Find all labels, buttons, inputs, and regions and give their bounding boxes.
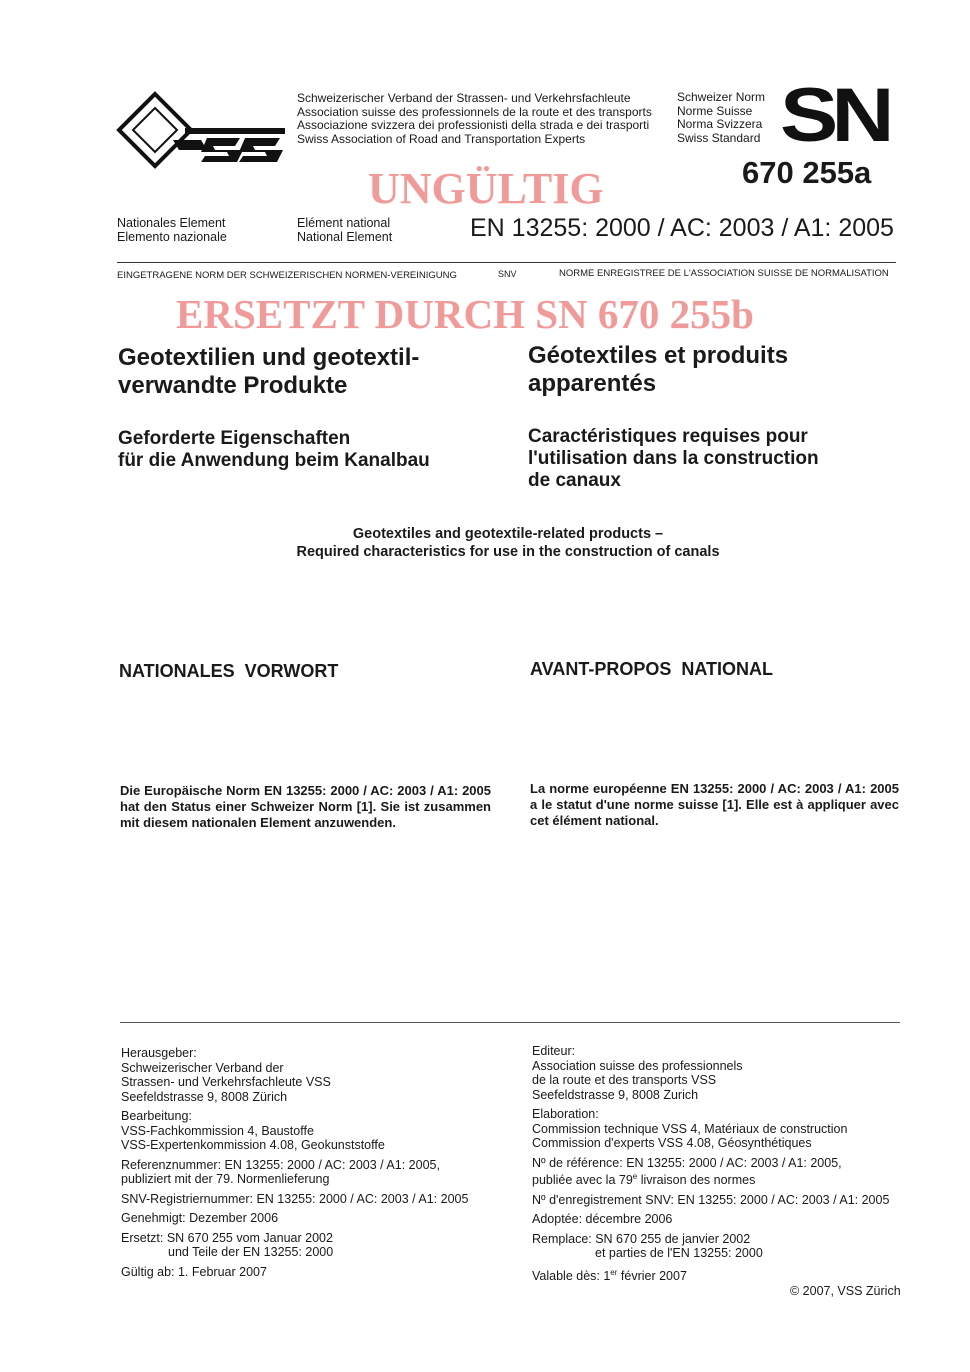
publisher-de-address: Seefeldstrasse 9, 8008 Zürich xyxy=(121,1089,288,1104)
publisher-fr-name-2: de la route et des transports VSS xyxy=(532,1073,717,1087)
subtitle-fr-line-3: de canaux xyxy=(528,470,621,491)
title-de xyxy=(118,344,498,400)
org-line-en: Swiss Association of Road and Transportation Experts xyxy=(297,131,586,146)
reference-fr-published-text: publiée avec la 79 xyxy=(532,1173,633,1188)
organisation-names xyxy=(297,92,652,146)
replaces-fr-parts: et parties de l'EN 13255: 2000 xyxy=(595,1246,763,1261)
foreword-text-de: Die Europäische Norm EN 13255: 2000 / AC: 2003 / A1: 2005 hat den Status einer Schweizer Norm [1]. Sie ist zusammen mit diesem nationalen Element anzuwenden. xyxy=(120,783,491,830)
org-line-fr: Association suisse des professionnels de la route et des transports xyxy=(297,104,652,119)
publisher-de-name-1: Schweizerischer Verband der xyxy=(121,1060,284,1075)
subtitle-de xyxy=(118,428,498,472)
subtitle-fr-line-1: Caractéristiques requises pour xyxy=(528,426,808,447)
valid-from-fr-text: Valable dès: 1 xyxy=(532,1268,611,1283)
publisher-de-name-2: Strassen- und Verkehrsfachleute VSS xyxy=(121,1075,331,1089)
registered-right: NORME ENREGISTREE DE L'ASSOCIATION SUISSE DE NORMALISATION xyxy=(559,268,889,279)
sn-logo: SN xyxy=(780,73,888,158)
editing-fr-commission: Commission technique VSS 4, Matériaux de construction xyxy=(532,1121,848,1136)
norm-label-de: Schweizer Norm xyxy=(677,90,766,104)
org-line-it: Associazione svizzera dei professionisti della strada e dei trasporti xyxy=(297,118,650,132)
registered-mid: SNV xyxy=(498,269,517,279)
valid-from-de: Gültig ab: 1. Februar 2007 xyxy=(121,1264,267,1279)
vss-logo xyxy=(115,90,290,170)
reference-de: Referenznummer: EN 13255: 2000 / AC: 2003 / A1: 2005, xyxy=(121,1157,440,1172)
valid-from-fr-date: février 2007 xyxy=(617,1268,687,1283)
publisher-block-fr xyxy=(532,1044,932,1283)
valid-from-fr xyxy=(532,1266,932,1284)
copyright: © 2007, VSS Zürich xyxy=(790,1284,901,1298)
reference-fr-published-rest: livraison des normes xyxy=(637,1173,756,1188)
norm-label-en: Swiss Standard xyxy=(677,130,761,145)
norm-label-fr: Norme Suisse xyxy=(677,103,753,118)
approved-de: Genehmigt: Dezember 2006 xyxy=(121,1211,279,1225)
header-rule xyxy=(117,262,896,263)
publisher-fr-address: Seefeldstrasse 9, 8008 Zurich xyxy=(532,1087,699,1102)
title-fr-line-2: apparentés xyxy=(528,370,657,397)
subtitle-de-line-1: Geforderte Eigenschaften xyxy=(118,428,351,449)
editing-de-commission: VSS-Fachkommission 4, Baustoffe xyxy=(121,1123,314,1138)
title-de-line-2: verwandte Produkte xyxy=(118,372,348,399)
national-element-left xyxy=(117,217,227,244)
org-line-de: Schweizerischer Verband der Strassen- und Verkehrsfachleute xyxy=(297,91,631,105)
national-element-en: National Element xyxy=(297,229,393,244)
national-element-de: Nationales Element xyxy=(117,216,226,230)
editing-fr-label: Elaboration: xyxy=(532,1107,599,1121)
national-element-right xyxy=(297,217,392,244)
editing-de-label: Bearbeitung: xyxy=(121,1109,192,1123)
publisher-fr-label: Editeur: xyxy=(532,1044,576,1058)
norm-type-labels xyxy=(677,91,765,145)
subtitle-fr-line-2: l'utilisation dans la construction xyxy=(528,448,819,469)
footer-rule xyxy=(120,1022,900,1023)
foreword-heading-fr: AVANT-PROPOS NATIONAL xyxy=(530,659,773,679)
title-fr-line-1: Géotextiles et produits xyxy=(528,342,789,369)
national-element-it: Elemento nazionale xyxy=(117,229,227,244)
replaces-de: Ersetzt: SN 670 255 vom Januar 2002 xyxy=(121,1230,333,1245)
foreword-heading-de: NATIONALES VORWORT xyxy=(119,661,339,681)
reference-de-published: publiziert mit der 79. Normenlieferung xyxy=(121,1172,330,1186)
en-reference: EN 13255: 2000 / AC: 2003 / A1: 2005 xyxy=(470,214,894,242)
subtitle-de-line-2: für die Anwendung beim Kanalbau xyxy=(118,450,430,471)
national-element-fr: Elément national xyxy=(297,216,391,230)
registration-de: SNV-Registriernummer: EN 13255: 2000 / AC: 2003 / A1: 2005 xyxy=(121,1191,469,1206)
title-fr xyxy=(528,342,908,398)
publisher-block-de xyxy=(121,1046,521,1279)
ordinal-suffix-er: er xyxy=(610,1267,618,1277)
reference-fr: Nº de référence: EN 13255: 2000 / AC: 2003 / A1: 2005, xyxy=(532,1155,842,1170)
replaces-fr: Remplace: SN 670 255 de janvier 2002 xyxy=(532,1231,751,1246)
norm-label-it: Norma Svizzera xyxy=(677,117,763,131)
title-en xyxy=(0,525,970,561)
invalid-stamp: UNGÜLTIG xyxy=(368,164,604,213)
publisher-de-label: Herausgeber: xyxy=(121,1046,197,1060)
subtitle-fr xyxy=(528,426,908,492)
publisher-fr-name-1: Association suisse des professionnels xyxy=(532,1058,743,1073)
registration-fr: Nº d'enregistrement SNV: EN 13255: 2000 / AC: 2003 / A1: 2005 xyxy=(532,1192,890,1207)
reference-fr-published xyxy=(532,1170,932,1188)
norm-number: 670 255a xyxy=(742,155,872,190)
ordinal-suffix: e xyxy=(632,1172,638,1181)
approved-fr: Adoptée: décembre 2006 xyxy=(532,1212,673,1227)
title-en-line-1: Geotextiles and geotextile-related products – xyxy=(352,526,664,542)
title-en-line-2: Required characteristics for use in the construction of canals xyxy=(296,544,720,560)
registered-left: EINGETRAGENE NORM DER SCHWEIZERISCHEN NORMEN-VEREINIGUNG xyxy=(117,270,457,281)
foreword-text-fr: La norme européenne EN 13255: 2000 / AC: 2003 / A1: 2005 a le statut d'une norme suisse [1]. Elle est à appliquer avec cet élément national. xyxy=(530,781,899,828)
editing-de-experts: VSS-Expertenkommission 4.08, Geokunststoffe xyxy=(121,1138,385,1152)
replaces-de-parts: und Teile der EN 13255: 2000 xyxy=(168,1245,334,1259)
title-de-line-1: Geotextilien und geotextil- xyxy=(118,344,420,371)
replaced-stamp: ERSETZT DURCH SN 670 255b xyxy=(176,291,754,337)
editing-fr-experts: Commission d'experts VSS 4.08, Géosynthétiques xyxy=(532,1136,812,1150)
